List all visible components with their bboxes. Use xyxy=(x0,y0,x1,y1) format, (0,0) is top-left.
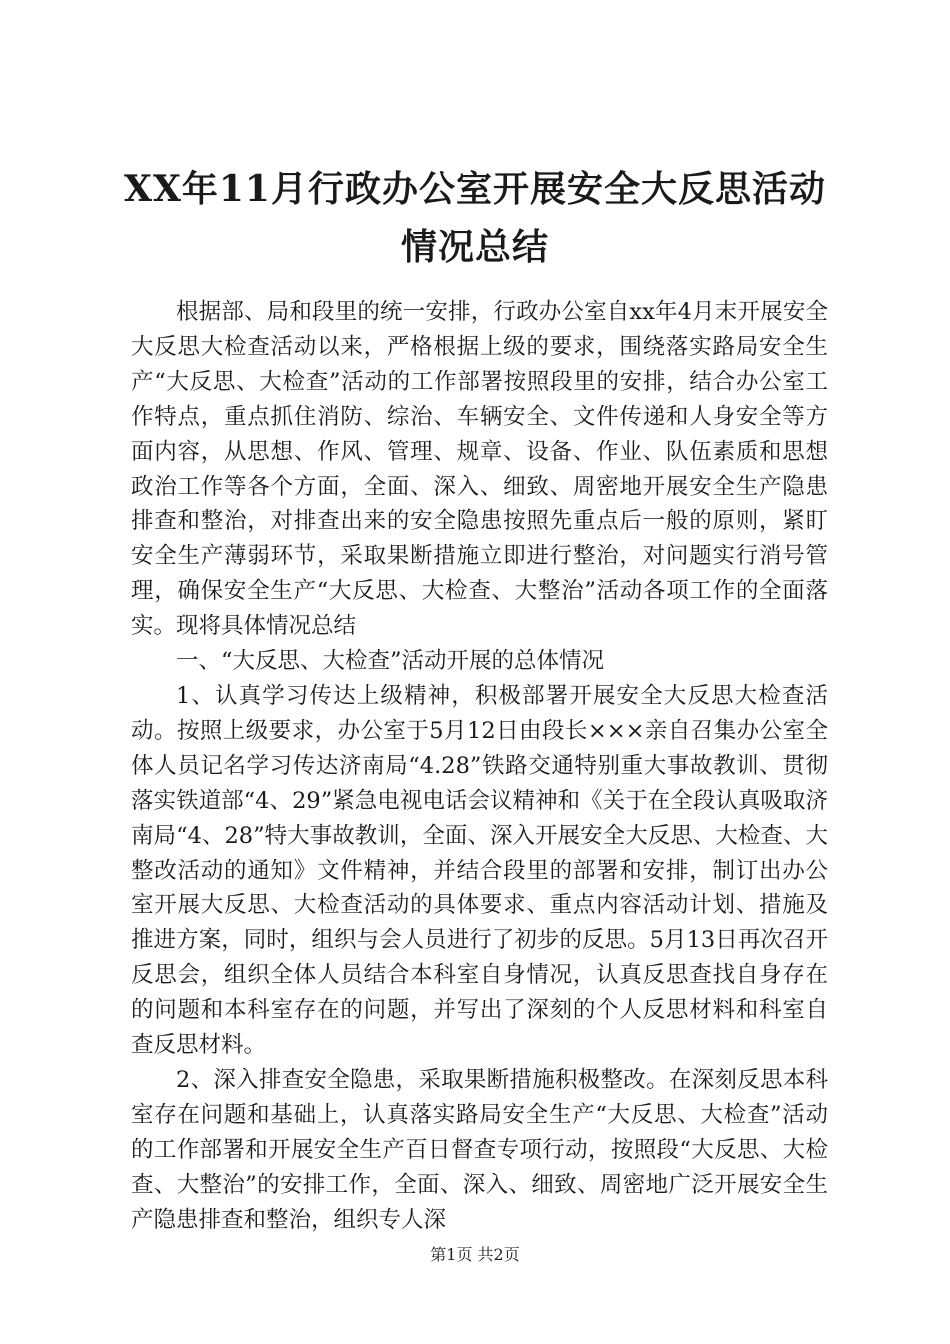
page-number-footer: 第1页 共2页 xyxy=(430,1245,520,1264)
intro-paragraph: 根据部、局和段里的统一安排，行政办公室自xx年4月末开展安全大反思大检查活动以来，严格根据上级的要求，围绕落实路局安全生产“大反思、大检查”活动的工作部署按照段里的安排，结合办公室工作特点，重点抓住消防、综治、车辆安全、文件传递和人身安全等方面内容，从思想、作风、管理、规章、设备、作业、队伍素质和思想政治工作等各个方面，全面、深入、细致、周密地开展安全生产隐患排查和整治，对排查出来的安全隐患按照先重点后一般的原则，紧盯安全生产薄弱环节，采取果断措施立即进行整治，对问题实行消号管理，确保安全生产“大反思、大检查、大整治”活动各项工作的全面落实。现将具体情况总结 xyxy=(131,299,828,640)
document-title: XX年11月行政办公室开展安全大反思活动情况总结 xyxy=(124,168,826,268)
document-body xyxy=(131,295,828,1237)
item-paragraph-2: 2、深入排查安全隐患，采取果断措施积极整改。在深刻反思本科室存在问题和基础上，认真落实路局安全生产“大反思、大检查”活动的工作部署和开展安全生产百日督查专项行动，按照段“大反思、大检查、大整治”的安排工作，全面、深入、细致、周密地广泛开展安全生产隐患排查和整治，组织专人深 xyxy=(131,1066,828,1233)
item-paragraph-1: 1、认真学习传达上级精神，积极部署开展安全大反思大检查活动。按照上级要求，办公室于5月12日由段长×××亲自召集办公室全体人员记名学习传达济南局“4.28”铁路交通特别重大事故教训、贯彻落实铁道部“4、29”紧急电视电话会议精神和《关于在全段认真吸取济南局“4、28”特大事故教训，全面、深入开展安全大反思、大检查、大整改活动的通知》文件精神，并结合段里的部署和安排，制订出办公室开展大反思、大检查活动的具体要求、重点内容活动计划、措施及推进方案，同时，组织与会人员进行了初步的反思。5月13日再次召开反思会，组织全体人员结合本科室自身情况，认真反思查找自身存在的问题和本科室存在的问题，并写出了深刻的个人反思材料和科室自查反思材料。 xyxy=(131,682,828,1059)
section-heading-1: 一、“大反思、大检查”活动开展的总体情况 xyxy=(176,648,605,675)
